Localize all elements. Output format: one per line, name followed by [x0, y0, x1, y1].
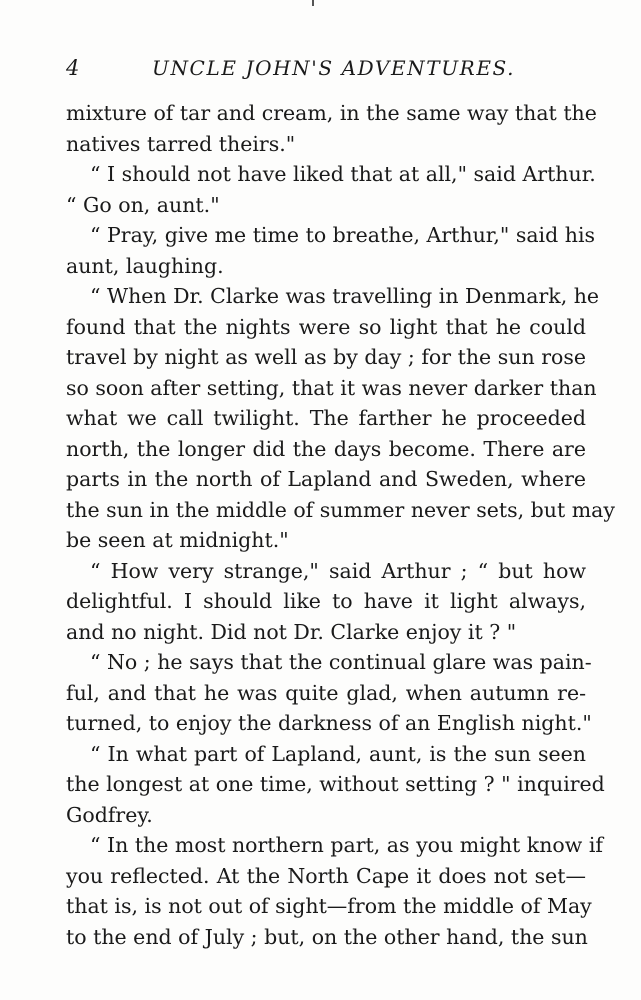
text-line: “ Pray, give me time to breathe, Arthur," said his: [90, 223, 596, 247]
text-line: found that the nights were so light that he could: [66, 314, 586, 339]
text-line: you reflected. At the North Cape it does not set—: [66, 863, 586, 888]
text-line: the longest at one time, without setting ? " inquired: [66, 772, 605, 796]
page-mark: [312, 0, 314, 6]
text-line: that is, is not out of sight—from the middle of May: [66, 894, 592, 918]
text-line: what we call twilight. The farther he proceeded: [66, 406, 586, 430]
text-line: “ No ; he says that the continual glare was pain-: [90, 650, 592, 674]
text-line: north, the longer did the days become. There are: [66, 436, 586, 461]
text-line: delightful. I should like to have it light always,: [66, 589, 586, 613]
text-line: the sun in the middle of summer never sets, but may: [66, 497, 615, 522]
text-line: aunt, laughing.: [66, 253, 224, 278]
text-line: be seen at midnight.": [66, 528, 289, 552]
text-line: mixture of tar and cream, in the same way that the: [66, 101, 597, 125]
page-number: 4: [66, 56, 80, 80]
text-line: and no night. Did not Dr. Clarke enjoy it ? ": [66, 619, 517, 644]
running-title: UNCLE JOHN'S ADVENTURES.: [152, 56, 516, 80]
text-line: parts in the north of Lapland and Sweden, where: [66, 467, 586, 491]
text-line: “ How very strange," said Arthur ; “ but how: [90, 558, 586, 583]
text-line: natives tarred theirs.": [66, 131, 296, 156]
body-text: [66, 98, 615, 952]
text-line: “ I should not have liked that at all," said Arthur.: [90, 162, 596, 186]
text-line: turned, to enjoy the darkness of an English night.": [66, 711, 592, 735]
text-line: to the end of July ; but, on the other hand, the sun: [66, 924, 588, 949]
text-line: “ In the most northern part, as you might know if: [90, 833, 603, 857]
page-header: [66, 56, 586, 86]
text-line: “ Go on, aunt.": [66, 192, 220, 217]
text-line: ful, and that he was quite glad, when autumn re-: [66, 680, 586, 705]
text-line: Godfrey.: [66, 802, 153, 827]
text-line: “ In what part of Lapland, aunt, is the sun seen: [90, 741, 586, 766]
text-line: “ When Dr. Clarke was travelling in Denmark, he: [90, 284, 600, 308]
text-line: travel by night as well as by day ; for the sun rose: [66, 345, 586, 369]
text-line: so soon after setting, that it was never darker than: [66, 375, 597, 400]
